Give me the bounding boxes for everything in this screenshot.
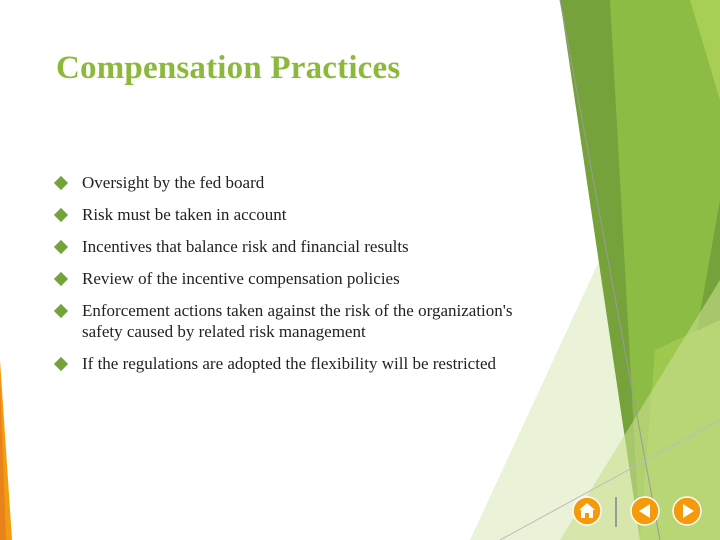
diamond-bullet-icon	[54, 304, 68, 318]
diamond-bullet-icon	[54, 272, 68, 286]
list-item	[56, 236, 556, 257]
slide-title: Compensation Practices	[56, 50, 401, 86]
bullet-list	[56, 172, 556, 385]
list-item	[56, 300, 556, 342]
previous-slide-button[interactable]	[630, 496, 660, 526]
list-item	[56, 204, 556, 225]
arrow-right-icon	[672, 496, 702, 526]
bullet-text: Review of the incentive compensation policies	[82, 269, 400, 288]
list-item	[56, 268, 556, 289]
diamond-bullet-icon	[54, 240, 68, 254]
bullet-text: Oversight by the fed board	[82, 173, 265, 192]
bullet-text: If the regulations are adopted the flexibility will be restricted	[82, 354, 496, 373]
home-button[interactable]	[572, 496, 602, 526]
next-slide-button[interactable]	[672, 496, 702, 526]
diamond-bullet-icon	[54, 176, 68, 190]
diamond-bullet-icon	[54, 208, 68, 222]
bullet-text: Enforcement actions taken against the risk of the organization's safety caused by related risk management	[82, 301, 513, 341]
home-icon	[572, 496, 602, 526]
diamond-bullet-icon	[54, 357, 68, 371]
list-item	[56, 172, 556, 193]
arrow-left-icon	[630, 496, 660, 526]
bullet-text: Risk must be taken in account	[82, 205, 287, 224]
list-item	[56, 353, 556, 374]
bullet-text: Incentives that balance risk and financial results	[82, 237, 409, 256]
nav-divider	[615, 497, 617, 527]
